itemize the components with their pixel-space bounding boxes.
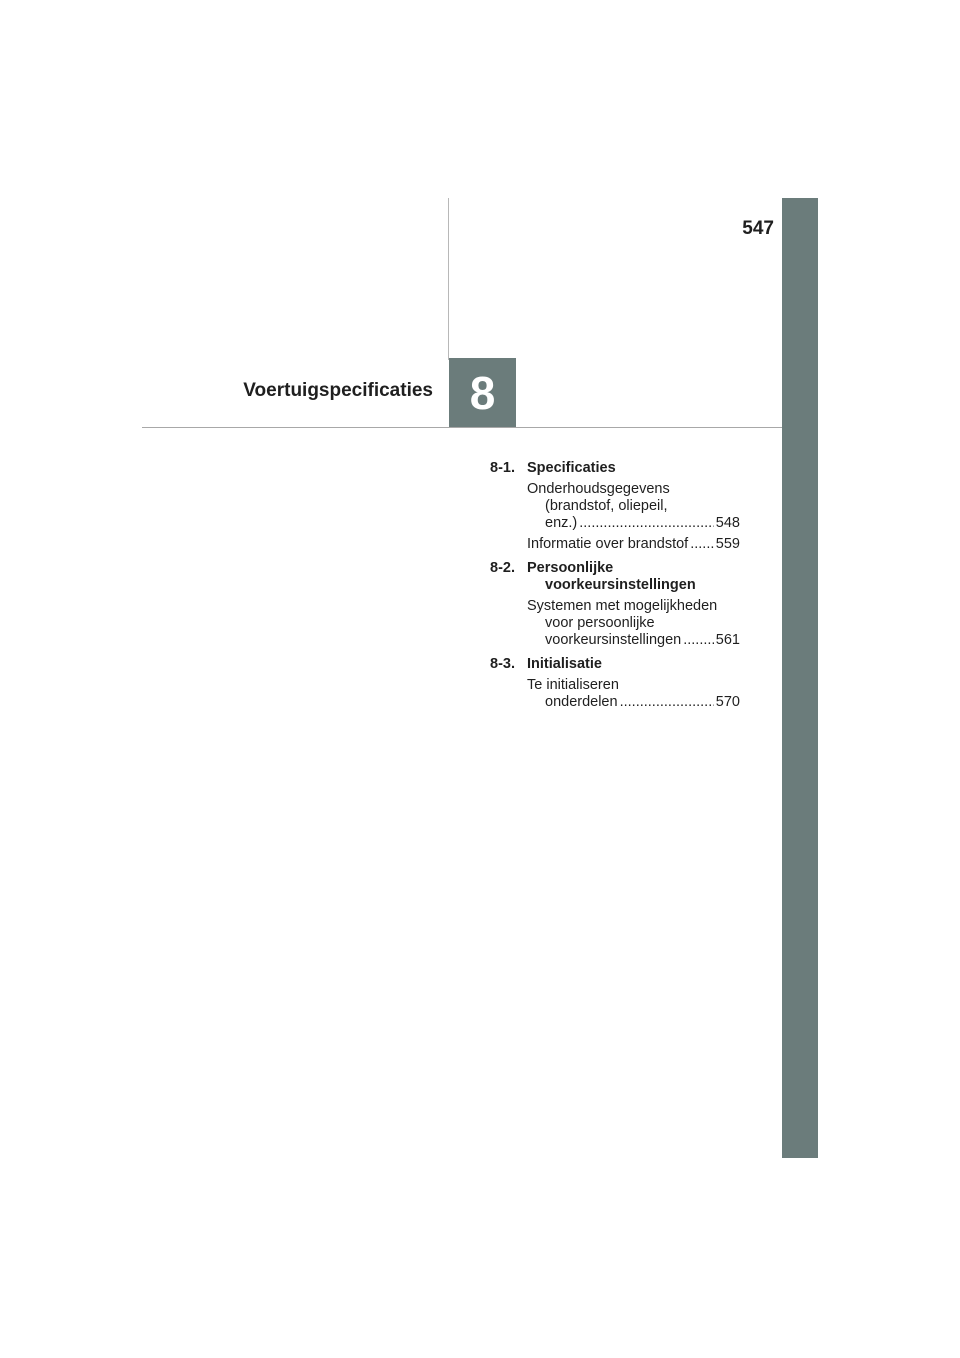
section-title: Initialisatie [527,656,602,672]
dot-leader [690,536,714,553]
toc-entry-informatie-brandstof[interactable] [527,536,740,553]
chapter-side-tab [782,198,818,1158]
entry-line: voor persoonlijke [545,615,655,631]
entry-line: enz.) [545,515,578,531]
section-title: Persoonlijke voorkeursinstellingen [527,560,696,593]
toc-section-8-3[interactable] [490,656,740,673]
page-number: 547 [742,218,774,239]
horizontal-rule [142,427,782,428]
chapter-title: Voertuigspecificaties [243,380,433,401]
section-number: 8-2. [490,560,515,576]
toc-section-8-1[interactable] [490,460,740,477]
entry-line: voorkeursinstellingen [545,632,682,648]
entry-page: 548 [715,515,740,531]
toc-section-8-2[interactable] [490,560,740,594]
toc-entry-persoonlijke-systemen[interactable] [527,598,740,649]
entry-line: Onderhoudsgegevens [527,481,670,497]
vertical-rule [448,198,449,360]
entry-page: 561 [715,632,740,648]
toc-entry-te-initialiseren[interactable] [527,677,740,711]
chapter-number-box: 8 [449,358,516,427]
entry-line: Te initialiseren [527,677,619,693]
entry-line: Systemen met mogelijkheden [527,598,718,614]
dot-leader [620,694,714,711]
entry-line: Informatie over brandstof [527,536,689,552]
section-number: 8-1. [490,460,515,476]
section-title: Specificaties [527,460,616,476]
dot-leader [579,515,714,532]
dot-leader [683,632,714,649]
entry-line: onderdelen [545,694,618,710]
toc-entry-onderhoudsgegevens[interactable] [527,481,740,532]
section-number: 8-3. [490,656,515,672]
entry-line: (brandstof, oliepeil, [545,498,668,514]
table-of-contents [490,460,740,715]
entry-page: 559 [715,536,740,552]
entry-page: 570 [715,694,740,710]
